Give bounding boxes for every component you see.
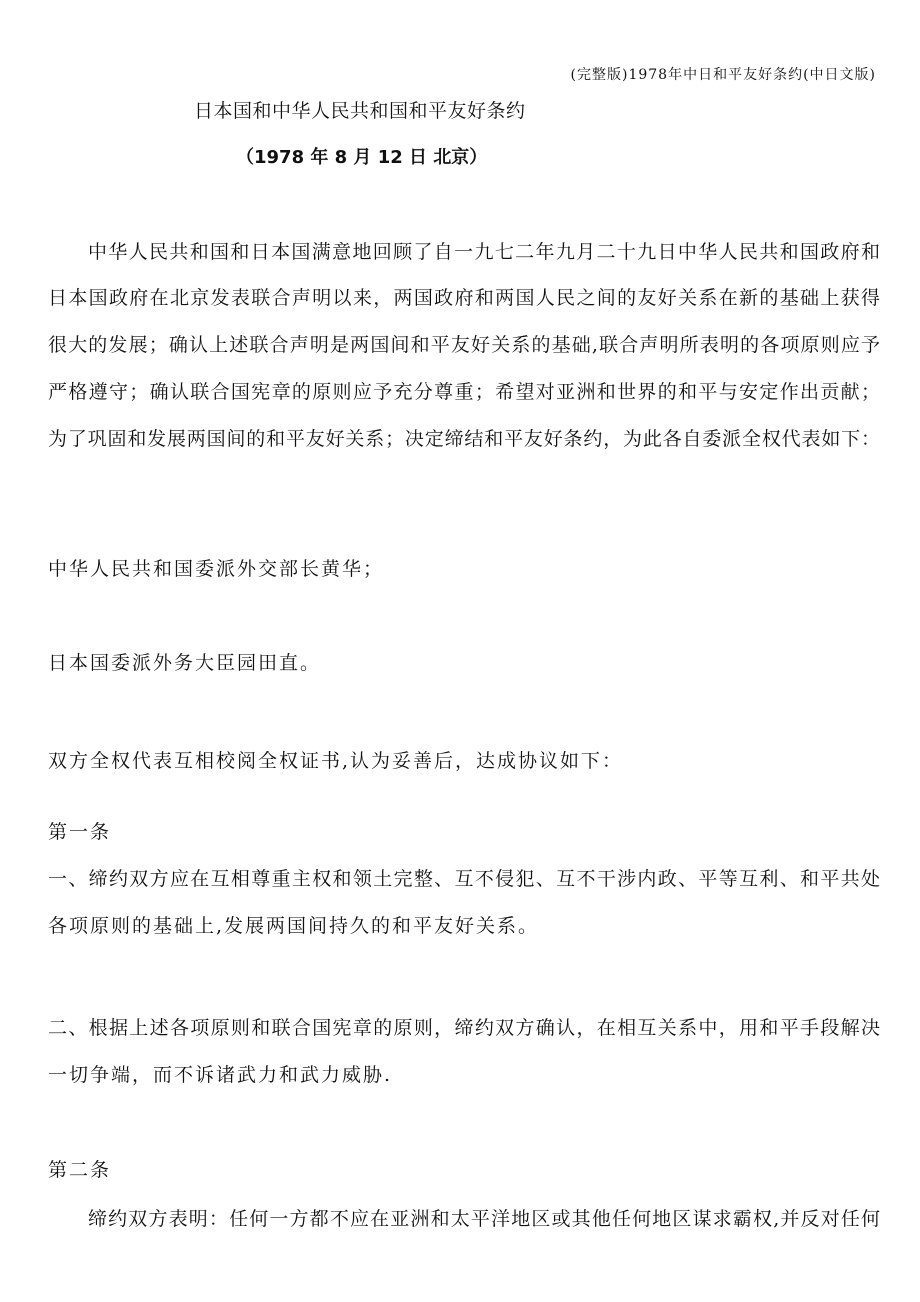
article-1-clause-1-line: 一、缔约双方应在互相尊重主权和领土完整、互不侵犯、互不干涉内政、平等互利、和平共处	[48, 868, 880, 890]
article-1-clause-2-line: 一切争端，而不诉诸武力和武力威胁.	[48, 1064, 393, 1086]
article-1-heading: 第一条	[48, 821, 112, 843]
article-1-clause-2-line: 二、根据上述各项原则和联合国宪章的原则，缔约双方确认，在相互关系中，用和平手段解决	[48, 1017, 880, 1039]
article-2-heading: 第二条	[48, 1159, 112, 1181]
preamble-line: 中华人民共和国和日本国满意地回顾了自一九七二年九月二十九日中华人民共和国政府和	[88, 241, 880, 263]
preamble-line: 很大的发展；确认上述联合声明是两国间和平友好关系的基础,联合声明所表明的各项原则应予	[48, 334, 880, 356]
running-header: (完整版)1978年中日和平友好条约(中日文版)	[570, 67, 876, 83]
article-2-text: 缔约双方表明：任何一方都不应在亚洲和太平洋地区或其他任何地区谋求霸权,并反对任何	[88, 1208, 880, 1230]
document-date: （1978 年 8 月 12 日 北京）	[236, 147, 488, 168]
agreement-text: 双方全权代表互相校阅全权证书,认为妥善后，达成协议如下：	[48, 750, 624, 772]
document-title: 日本国和中华人民共和国和平友好条约	[194, 100, 526, 122]
preamble-line: 为了巩固和发展两国间的和平友好关系；决定缔结和平友好条约，为此各自委派全权代表如下：	[48, 428, 880, 450]
preamble-line: 日本国政府在北京发表联合声明以来，两国政府和两国人民之间的友好关系在新的基础上获得	[48, 287, 880, 309]
article-1-clause-1-line: 各项原则的基础上,发展两国间持久的和平友好关系。	[48, 915, 540, 937]
rep-japan: 日本国委派外务大臣园田直。	[48, 652, 322, 674]
preamble-line: 严格遵守；确认联合国宪章的原则应予充分尊重；希望对亚洲和世界的和平与安定作出贡献；	[48, 381, 880, 403]
rep-china: 中华人民共和国委派外交部长黄华；	[48, 558, 385, 580]
